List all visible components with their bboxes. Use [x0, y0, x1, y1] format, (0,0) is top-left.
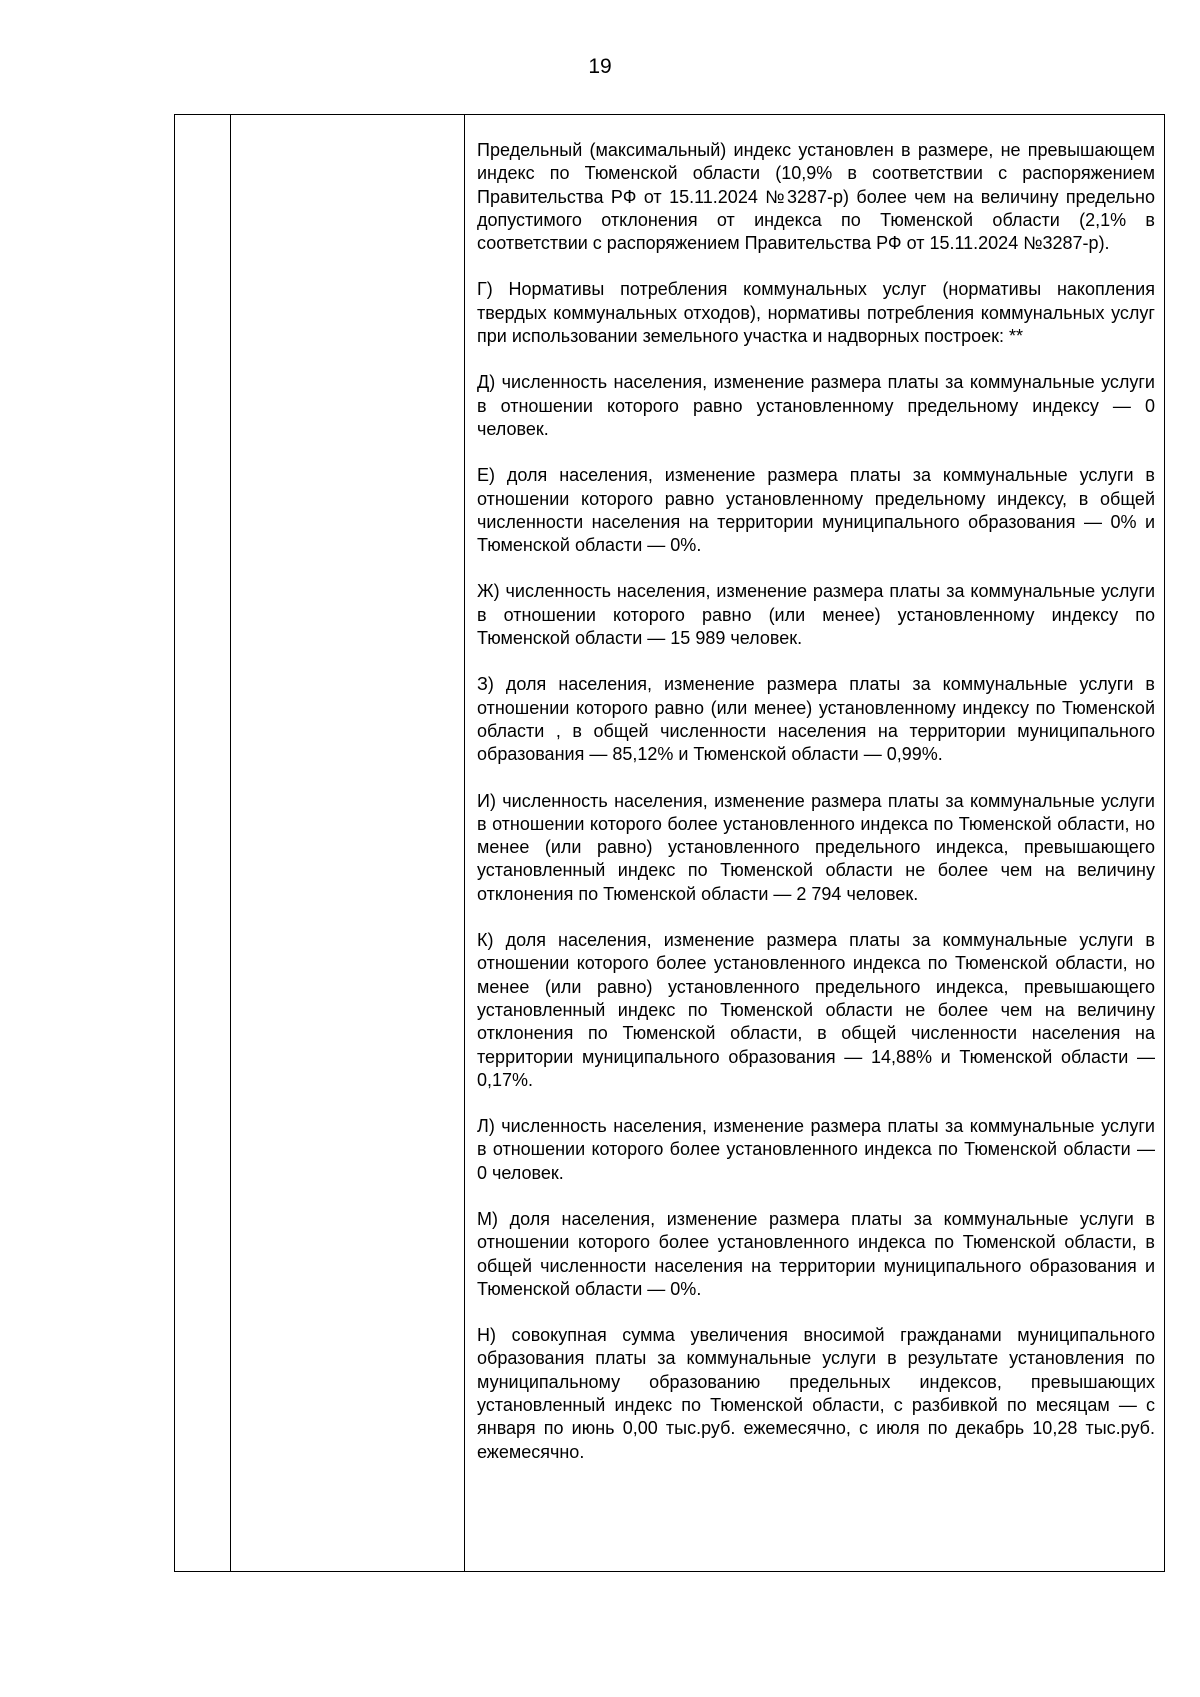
paragraph-g: Г) Нормативы потребления коммунальных услуг (нормативы накопления твердых коммунальных отходов), нормативы потребления коммунальных услуг при использовании земельного участка и надворных построек: ** — [477, 279, 1155, 347]
table-cell-content — [477, 139, 1155, 1487]
paragraph-index-limit: Предельный (максимальный) индекс установлен в размере, не превышающем индекс по Тюменской области (10,9% в соответствии с распоряжением Правительства РФ от 15.11.2024 №3287-р) более чем на величину предельно допустимого отклонения от индекса по Тюменской области (2,1% в соответствии с распоряжением Правительства РФ от 15.11.2024 №3287-р). — [477, 140, 1155, 254]
paragraph-zh: Ж) численность населения, изменение размера платы за коммунальные услуги в отношении которого равно (или менее) установленному индексу по Тюменской области — 15 989 человек. — [477, 581, 1155, 649]
page-number: 19 — [588, 55, 612, 78]
column-divider-1 — [230, 115, 231, 1571]
paragraph-z: З) доля населения, изменение размера платы за коммунальные услуги в отношении которого равно (или менее) установленному индексу по Тюменской области , в общей численности населения на территории муниципального образования — 85,12% и Тюменской области — 0,99%. — [477, 674, 1155, 765]
paragraph-d: Д) численность населения, изменение размера платы за коммунальные услуги в отношении которого равно установленному предельному индексу — 0 человек. — [477, 372, 1155, 439]
paragraph-i: И) численность населения, изменение размера платы за коммунальные услуги в отношении которого более установленного индекса по Тюменской области, но менее (или равно) установленного предельного индекса, превышающего установленный индекс по Тюменской области не более чем на величину отклонения по Тюменской области — 2 794 человек. — [477, 790, 1155, 904]
paragraph-n: Н) совокупная сумма увеличения вносимой гражданами муниципального образования платы за коммунальные услуги в результате установления по муниципальному образованию предельных индексов, превышающих установленный индекс по Тюменской области, с разбивкой по месяцам — с января по июнь 0,00 тыс.руб. ежемесячно, с июля по декабрь 10,28 тыс.руб. ежемесячно. — [477, 1325, 1155, 1462]
column-divider-2 — [464, 115, 465, 1571]
paragraph-m: М) доля населения, изменение размера платы за коммунальные услуги в отношении которого более установленного индекса по Тюменской области, в общей численности населения на территории муниципального образования и Тюменской области — 0%. — [477, 1208, 1155, 1299]
paragraph-l: Л) численность населения, изменение размера платы за коммунальные услуги в отношении которого более установленного индекса по Тюменской области — 0 человек. — [477, 1116, 1155, 1183]
paragraph-e: Е) доля населения, изменение размера платы за коммунальные услуги в отношении которого равно установленному предельному индексу, в общей численности населения на территории муниципального образования — 0% и Тюменской области — 0%. — [477, 465, 1155, 556]
paragraph-k: К) доля населения, изменение размера платы за коммунальные услуги в отношении которого более установленного индекса по Тюменской области, но менее (или равно) установленного предельного индекса, превышающего установленный индекс по Тюменской области не более чем на величину отклонения по Тюменской области, в общей численности населения на территории муниципального образования — 14,88% и Тюменской области — 0,17%. — [477, 930, 1155, 1090]
document-table — [174, 114, 1165, 1572]
